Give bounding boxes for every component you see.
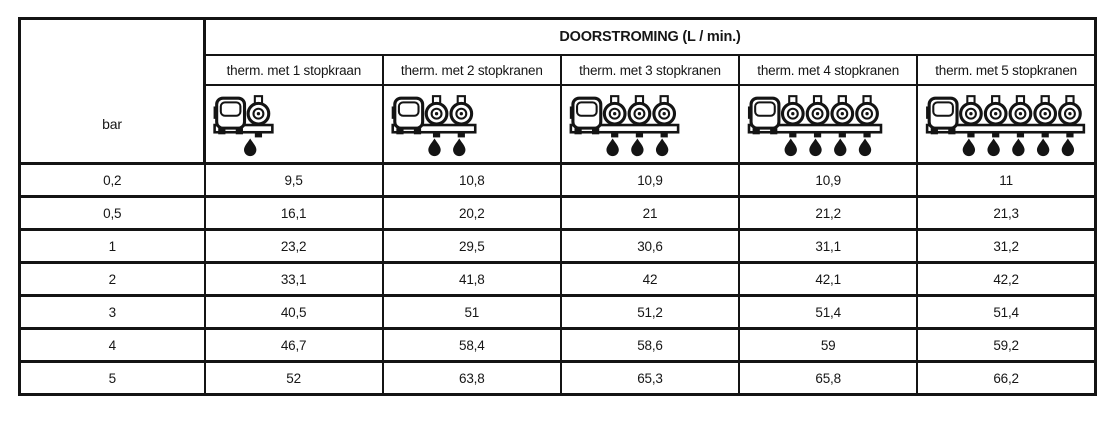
valve-icon-cell — [561, 85, 739, 164]
flow-value: 31,2 — [917, 230, 1095, 263]
flow-value: 42,2 — [917, 263, 1095, 296]
water-drop-icon — [606, 138, 618, 156]
column-header-4-stopkranen: therm. met 4 stopkranen — [739, 55, 917, 85]
bar-unit-label: bar — [102, 116, 122, 132]
table-row — [20, 329, 1096, 362]
flow-value: 59 — [739, 329, 917, 362]
bar-value: 0,5 — [20, 197, 205, 230]
table-body — [20, 164, 1096, 395]
bar-value: 1 — [20, 230, 205, 263]
water-drop-icon — [834, 138, 846, 156]
valve-icon-cell — [917, 85, 1095, 164]
flow-value: 66,2 — [917, 362, 1095, 395]
flow-value: 31,1 — [739, 230, 917, 263]
thermostatic-valve-icon — [391, 91, 478, 157]
water-drop-icon — [656, 138, 668, 156]
flow-value: 21,2 — [739, 197, 917, 230]
bar-value: 2 — [20, 263, 205, 296]
flow-value: 58,6 — [561, 329, 739, 362]
water-drop-icon — [1062, 138, 1074, 156]
bar-unit-cell — [20, 19, 205, 164]
flow-value: 51,2 — [561, 296, 739, 329]
thermostatic-valve-icon — [747, 91, 884, 157]
flow-value: 40,5 — [205, 296, 383, 329]
flow-value: 30,6 — [561, 230, 739, 263]
column-header-5-stopkranen: therm. met 5 stopkranen — [917, 55, 1095, 85]
flow-value: 51 — [383, 296, 561, 329]
water-drop-icon — [1037, 138, 1049, 156]
bar-value: 3 — [20, 296, 205, 329]
flow-value: 11 — [917, 164, 1095, 197]
valve-icon-cell — [205, 85, 383, 164]
flow-value: 51,4 — [917, 296, 1095, 329]
thermostatic-valve-icon — [925, 91, 1087, 157]
flow-value: 9,5 — [205, 164, 383, 197]
table-title: DOORSTROMING (L / min.) — [205, 19, 1096, 56]
water-drop-icon — [988, 138, 1000, 156]
flow-table-container — [18, 17, 1097, 396]
table-row — [20, 263, 1096, 296]
table-row — [20, 296, 1096, 329]
water-drop-icon — [453, 138, 465, 156]
water-drop-icon — [428, 138, 440, 156]
flow-value: 65,3 — [561, 362, 739, 395]
table-title-row — [20, 19, 1096, 56]
flow-value: 29,5 — [383, 230, 561, 263]
bar-value: 5 — [20, 362, 205, 395]
flow-value: 65,8 — [739, 362, 917, 395]
flow-value: 41,8 — [383, 263, 561, 296]
water-drop-icon — [809, 138, 821, 156]
flow-value: 59,2 — [917, 329, 1095, 362]
water-drop-icon — [859, 138, 871, 156]
valve-icon-cell — [739, 85, 917, 164]
valve-icon-cell — [383, 85, 561, 164]
flow-value: 23,2 — [205, 230, 383, 263]
column-header-2-stopkranen: therm. met 2 stopkranen — [383, 55, 561, 85]
flow-value: 20,2 — [383, 197, 561, 230]
flow-value: 58,4 — [383, 329, 561, 362]
flow-value: 33,1 — [205, 263, 383, 296]
flow-value: 16,1 — [205, 197, 383, 230]
column-header-3-stopkranen: therm. met 3 stopkranen — [561, 55, 739, 85]
water-drop-icon — [244, 138, 256, 156]
flow-rate-table — [18, 17, 1097, 396]
water-drop-icon — [963, 138, 975, 156]
flow-value: 10,8 — [383, 164, 561, 197]
thermostatic-valve-icon — [569, 91, 681, 157]
flow-value: 46,7 — [205, 329, 383, 362]
column-header-1-stopkraan: therm. met 1 stopkraan — [205, 55, 383, 85]
table-row — [20, 362, 1096, 395]
flow-value: 10,9 — [739, 164, 917, 197]
table-row — [20, 230, 1096, 263]
flow-value: 52 — [205, 362, 383, 395]
flow-value: 42,1 — [739, 263, 917, 296]
table-row — [20, 197, 1096, 230]
flow-value: 51,4 — [739, 296, 917, 329]
table-row — [20, 164, 1096, 197]
thermostatic-valve-icon — [213, 91, 275, 157]
flow-value: 21 — [561, 197, 739, 230]
bar-value: 0,2 — [20, 164, 205, 197]
flow-value: 42 — [561, 263, 739, 296]
water-drop-icon — [631, 138, 643, 156]
bar-value: 4 — [20, 329, 205, 362]
flow-value: 21,3 — [917, 197, 1095, 230]
water-drop-icon — [1012, 138, 1024, 156]
flow-value: 63,8 — [383, 362, 561, 395]
flow-value: 10,9 — [561, 164, 739, 197]
water-drop-icon — [785, 138, 797, 156]
